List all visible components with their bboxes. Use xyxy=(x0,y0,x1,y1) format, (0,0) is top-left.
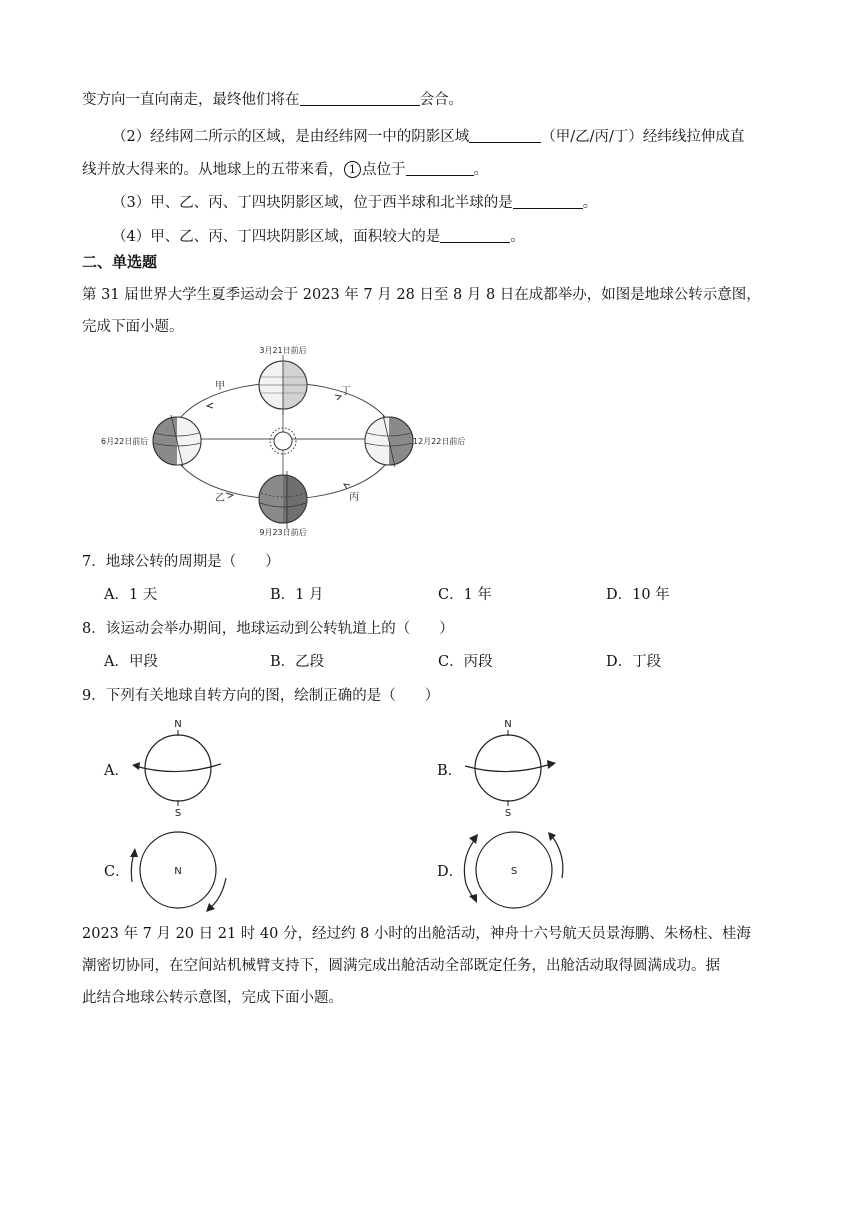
q2-line-1 xyxy=(112,127,744,147)
q4-line xyxy=(112,227,525,247)
south-label: S xyxy=(504,808,512,819)
rotation-arrow xyxy=(135,764,221,772)
q2-line-2 xyxy=(82,160,488,180)
q9-option-b-figure[interactable] xyxy=(450,716,570,820)
globe-circle xyxy=(475,735,541,801)
q7-option-a[interactable]: A．1 天 xyxy=(104,587,158,603)
earth-june xyxy=(153,415,201,467)
arrow-head-icon xyxy=(469,894,477,903)
q9-option-d-label[interactable]: D． xyxy=(437,864,464,880)
label-march: 3月21日前后 xyxy=(259,346,307,355)
earth-orbit-diagram xyxy=(95,343,475,543)
north-pole-label: N xyxy=(174,866,182,877)
arrow-head-icon xyxy=(130,848,138,857)
passage2-line-1: 2023 年 7 月 20 日 21 时 40 分，经过约 8 小时的出舱活动，神舟十六号航天员景海鹏、朱杨柱、桂海 xyxy=(82,926,751,942)
rotation-arrow-right xyxy=(552,836,563,878)
q7-option-b[interactable]: B．1 月 xyxy=(270,587,324,603)
q2-answer-blank-2[interactable] xyxy=(406,160,474,176)
label-december: 12月22日前后 xyxy=(413,437,466,446)
south-pole-label: S xyxy=(510,866,518,877)
q2-text-d: 点位于 xyxy=(362,162,406,178)
south-label: S xyxy=(174,808,182,819)
q9-stem: 9．下列有关地球自转方向的图，绘制正确的是（ ） xyxy=(82,688,440,704)
q8-option-a[interactable]: A．甲段 xyxy=(104,654,158,670)
globe-circle xyxy=(145,735,211,801)
q4-text: （4）甲、乙、丙、丁四块阴影区域，面积较大的是 xyxy=(112,229,441,245)
q3-text-end: 。 xyxy=(582,195,598,211)
q8-option-c[interactable]: C．丙段 xyxy=(438,654,493,670)
earth-march xyxy=(259,355,307,415)
passage2-line-2: 潮密切协同，在空间站机械臂支持下，圆满完成出舱活动全部既定任务，出舱活动取得圆满成功。据 xyxy=(82,958,720,974)
arrow-head-icon xyxy=(469,834,478,844)
segment-yi: 乙 xyxy=(215,493,225,504)
q8-option-d[interactable]: D．丁段 xyxy=(606,654,662,670)
label-september: 9月23日前后 xyxy=(259,528,307,537)
q7-option-d[interactable]: D．10 年 xyxy=(606,587,670,603)
segment-jia: 甲 xyxy=(215,381,225,392)
q9-option-c-figure[interactable] xyxy=(122,826,234,922)
passage2-line-3: 此结合地球公转示意图，完成下面小题。 xyxy=(82,990,343,1006)
intro-line-1: 第 31 届世界大学生夏季运动会于 2023 年 7 月 28 日至 8 月 8 日在成都举办，如图是地球公转示意图， xyxy=(82,287,761,303)
q9-option-a-figure[interactable] xyxy=(120,716,240,820)
north-label: N xyxy=(504,719,512,730)
arrow-head-icon xyxy=(132,762,140,770)
q4-text-end: 。 xyxy=(510,229,525,245)
earth-december xyxy=(365,415,413,467)
q2-text-a: （2）经纬网二所示的区域，是由经纬网一中的阴影区域 xyxy=(112,129,470,145)
q2-text-e: 。 xyxy=(473,162,488,178)
sun-icon xyxy=(270,428,296,454)
q7-option-c[interactable]: C．1 年 xyxy=(438,587,492,603)
north-label: N xyxy=(174,719,182,730)
orbit-arrow-yi xyxy=(226,493,233,498)
arrow-head-icon xyxy=(547,760,556,769)
q9-option-c-label[interactable]: C． xyxy=(104,864,130,880)
point-1-marker: 1 xyxy=(344,161,361,178)
q9-option-b-label[interactable]: B． xyxy=(437,763,463,779)
rotation-arrow-left xyxy=(464,838,476,898)
segment-ding: 丁 xyxy=(341,386,351,397)
q8-stem: 8．该运动会举办期间，地球运动到公转轨道上的（ ） xyxy=(82,621,454,637)
rotation-arrow-left xyxy=(131,854,134,882)
rotation-arrow-right xyxy=(210,878,226,908)
q1-text-a: 变方向一直向南走，最终他们将在 xyxy=(82,92,300,108)
q8-option-b[interactable]: B．乙段 xyxy=(270,654,325,670)
earth-september xyxy=(259,471,307,529)
q2-text-b: （甲/乙/丙/丁）经纬线拉伸成直 xyxy=(541,129,745,145)
q1-line xyxy=(82,90,463,110)
intro-line-2: 完成下面小题。 xyxy=(82,319,184,335)
orbit-arrow-jia xyxy=(207,403,213,408)
q3-line xyxy=(112,193,597,213)
segment-bing: 丙 xyxy=(349,492,359,503)
q7-stem: 7．地球公转的周期是（ ） xyxy=(82,554,280,570)
q3-answer-blank[interactable] xyxy=(513,193,583,209)
q1-answer-blank[interactable] xyxy=(300,90,420,106)
rotation-arrow xyxy=(465,764,551,772)
q2-text-c: 线并放大得来的。从地球上的五带来看， xyxy=(82,162,343,178)
q3-text: （3）甲、乙、丙、丁四块阴影区域，位于西半球和北半球的是 xyxy=(112,195,513,211)
q2-answer-blank-1[interactable] xyxy=(469,127,541,143)
q4-answer-blank[interactable] xyxy=(440,227,510,243)
section-title: 二、单选题 xyxy=(82,253,158,271)
q9-option-d-figure[interactable] xyxy=(456,826,572,922)
q9-option-a-label[interactable]: A． xyxy=(104,763,129,779)
q1-text-b: 会合。 xyxy=(419,92,463,108)
label-june: 6月22日前后 xyxy=(101,437,149,446)
